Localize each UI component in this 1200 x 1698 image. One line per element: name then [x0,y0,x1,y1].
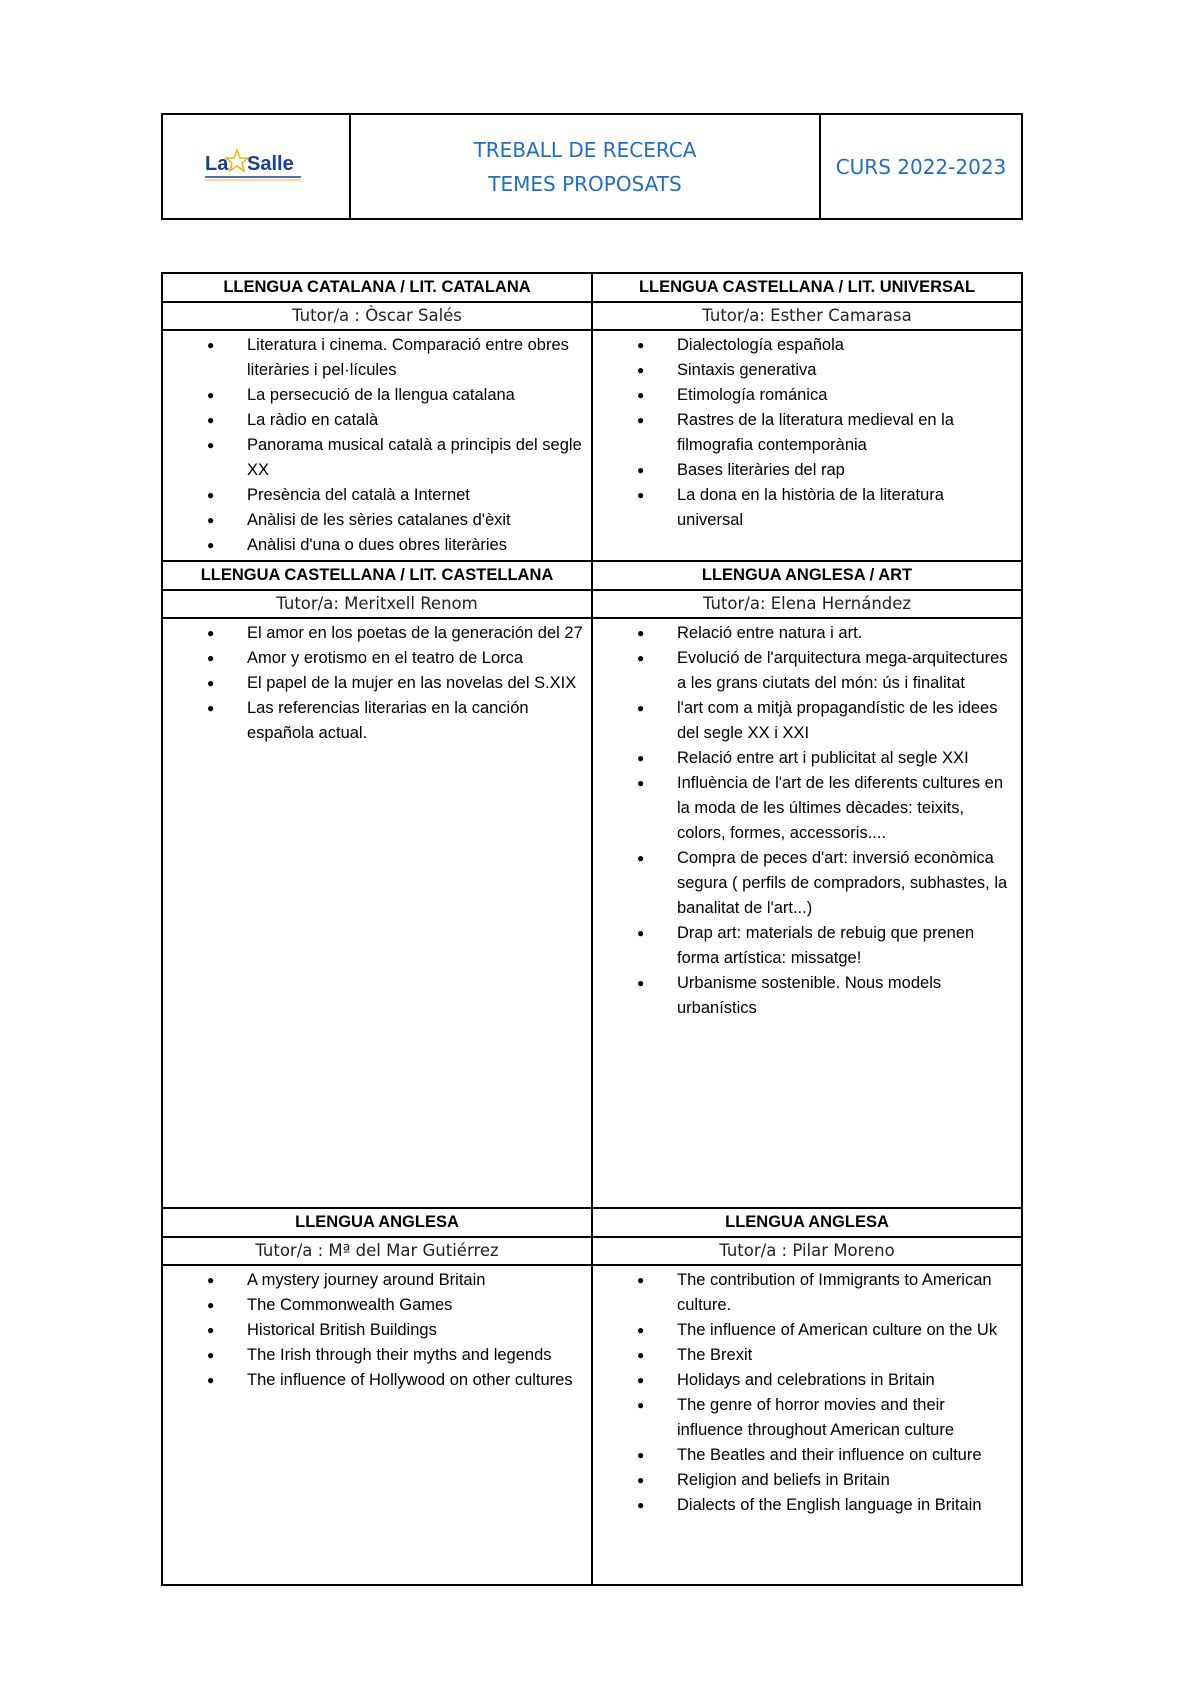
topic-item: ● The Beatles and their influence on culture [677,1443,1013,1468]
document-header [161,113,1023,220]
topic-list-cell [592,330,1022,561]
title-line-1: TREBALL DE RECERCA [473,137,697,162]
topic-item: ● Presència del català a Internet [247,483,583,508]
logo-cell [163,115,351,218]
title-line-2: TEMES PROPOSATS [488,171,682,196]
topic-item: ● Religion and beliefs in Britain [677,1468,1013,1493]
topic-list [163,619,591,748]
topic-item: ● Historical British Buildings [247,1318,583,1343]
topics-table [161,272,1023,1586]
topic-item: ● Sintaxis generativa [677,358,1013,383]
topic-list [593,1266,1021,1520]
topic-list [163,1266,591,1395]
topic-item: ● Literatura i cinema. Comparació entre obres literàries i pel·lícules [247,333,583,383]
topic-item: ● Influència de l'art de les diferents cultures en la moda de les últimes dècades: teixits, colors, formes, accessoris.... [677,771,1013,846]
tutor-name: Tutor/a : Pilar Moreno [592,1237,1022,1265]
topic-item: ● The influence of Hollywood on other cultures [247,1368,583,1393]
topic-item: ● Etimología románica [677,383,1013,408]
topic-item: ● Rastres de la literatura medieval en la filmografia contemporània [677,408,1013,458]
topic-item: ● Anàlisi d'una o dues obres literàries [247,533,583,558]
subject-heading: LLENGUA CASTELLANA / LIT. CASTELLANA [162,561,592,590]
topic-item: ● La persecució de la llengua catalana [247,383,583,408]
subject-heading: LLENGUA ANGLESA / ART [592,561,1022,590]
topic-item: ● A mystery journey around Britain [247,1268,583,1293]
topic-item: ● Amor y erotismo en el teatro de Lorca [247,646,583,671]
topic-item: ● Evolució de l'arquitectura mega-arquitectures a les grans ciutats del món: ús i finalitat [677,646,1013,696]
topic-item: ● The genre of horror movies and their influence throughout American culture [677,1393,1013,1443]
topic-item: ● La dona en la història de la literatura universal [677,483,1013,533]
subject-heading: LLENGUA ANGLESA [162,1208,592,1237]
topic-item: ● The Irish through their myths and legends [247,1343,583,1368]
svg-text:La: La [205,152,229,175]
topic-item: ● La ràdio en català [247,408,583,433]
topic-item: ● Urbanisme sostenible. Nous models urbanístics [677,971,1013,1021]
topic-item: ● Relació entre art i publicitat al segle XXI [677,746,1013,771]
tutor-name: Tutor/a: Elena Hernández [592,590,1022,618]
topic-list-cell [162,330,592,561]
tutor-name: Tutor/a: Esther Camarasa [592,302,1022,330]
topic-item: ● Dialectología española [677,333,1013,358]
topic-item: ● Las referencias literarias en la canción española actual. [247,696,583,746]
topic-item: ● Bases literàries del rap [677,458,1013,483]
topic-item: ● The influence of American culture on the Uk [677,1318,1013,1343]
topic-list-cell [592,618,1022,1208]
topic-list [163,331,591,560]
topic-list-cell [162,618,592,1208]
svg-text:Salle: Salle [247,152,294,175]
topic-item: ● Holidays and celebrations in Britain [677,1368,1013,1393]
topic-item: ● The Brexit [677,1343,1013,1368]
subject-heading: LLENGUA ANGLESA [592,1208,1022,1237]
tutor-name: Tutor/a: Meritxell Renom [162,590,592,618]
topic-list [593,619,1021,1023]
subject-heading: LLENGUA CATALANA / LIT. CATALANA [162,273,592,302]
tutor-name: Tutor/a : Mª del Mar Gutiérrez [162,1237,592,1265]
topic-item: ● Panorama musical català a principis del segle XX [247,433,583,483]
subject-heading: LLENGUA CASTELLANA / LIT. UNIVERSAL [592,273,1022,302]
school-year: CURS 2022-2023 [835,154,1007,179]
topic-item: ● Dialects of the English language in Britain [677,1493,1013,1518]
topic-item: ● El papel de la mujer en las novelas del S.XIX [247,671,583,696]
tutor-name: Tutor/a : Òscar Salés [162,302,592,330]
header-title [351,115,821,218]
topic-item: ● Compra de peces d'art: inversió econòmica segura ( perfils de compradors, subhastes, la banalitat de l'art...) [677,846,1013,921]
topic-list-cell [162,1265,592,1585]
topic-list-cell [592,1265,1022,1585]
topic-item: ● l'art com a mitjà propagandístic de les idees del segle XX i XXI [677,696,1013,746]
topic-item: ● Relació entre natura i art. [677,621,1013,646]
la-salle-logo [201,144,311,190]
topic-item: ● Drap art: materials de rebuig que prenen forma artística: missatge! [677,921,1013,971]
topic-item: ● The Commonwealth Games [247,1293,583,1318]
topic-item: ● Anàlisi de les sèries catalanes d'èxit [247,508,583,533]
topic-item: ● El amor en los poetas de la generación del 27 [247,621,583,646]
topic-list [593,331,1021,535]
topic-item: ● The contribution of Immigrants to American culture. [677,1268,1013,1318]
